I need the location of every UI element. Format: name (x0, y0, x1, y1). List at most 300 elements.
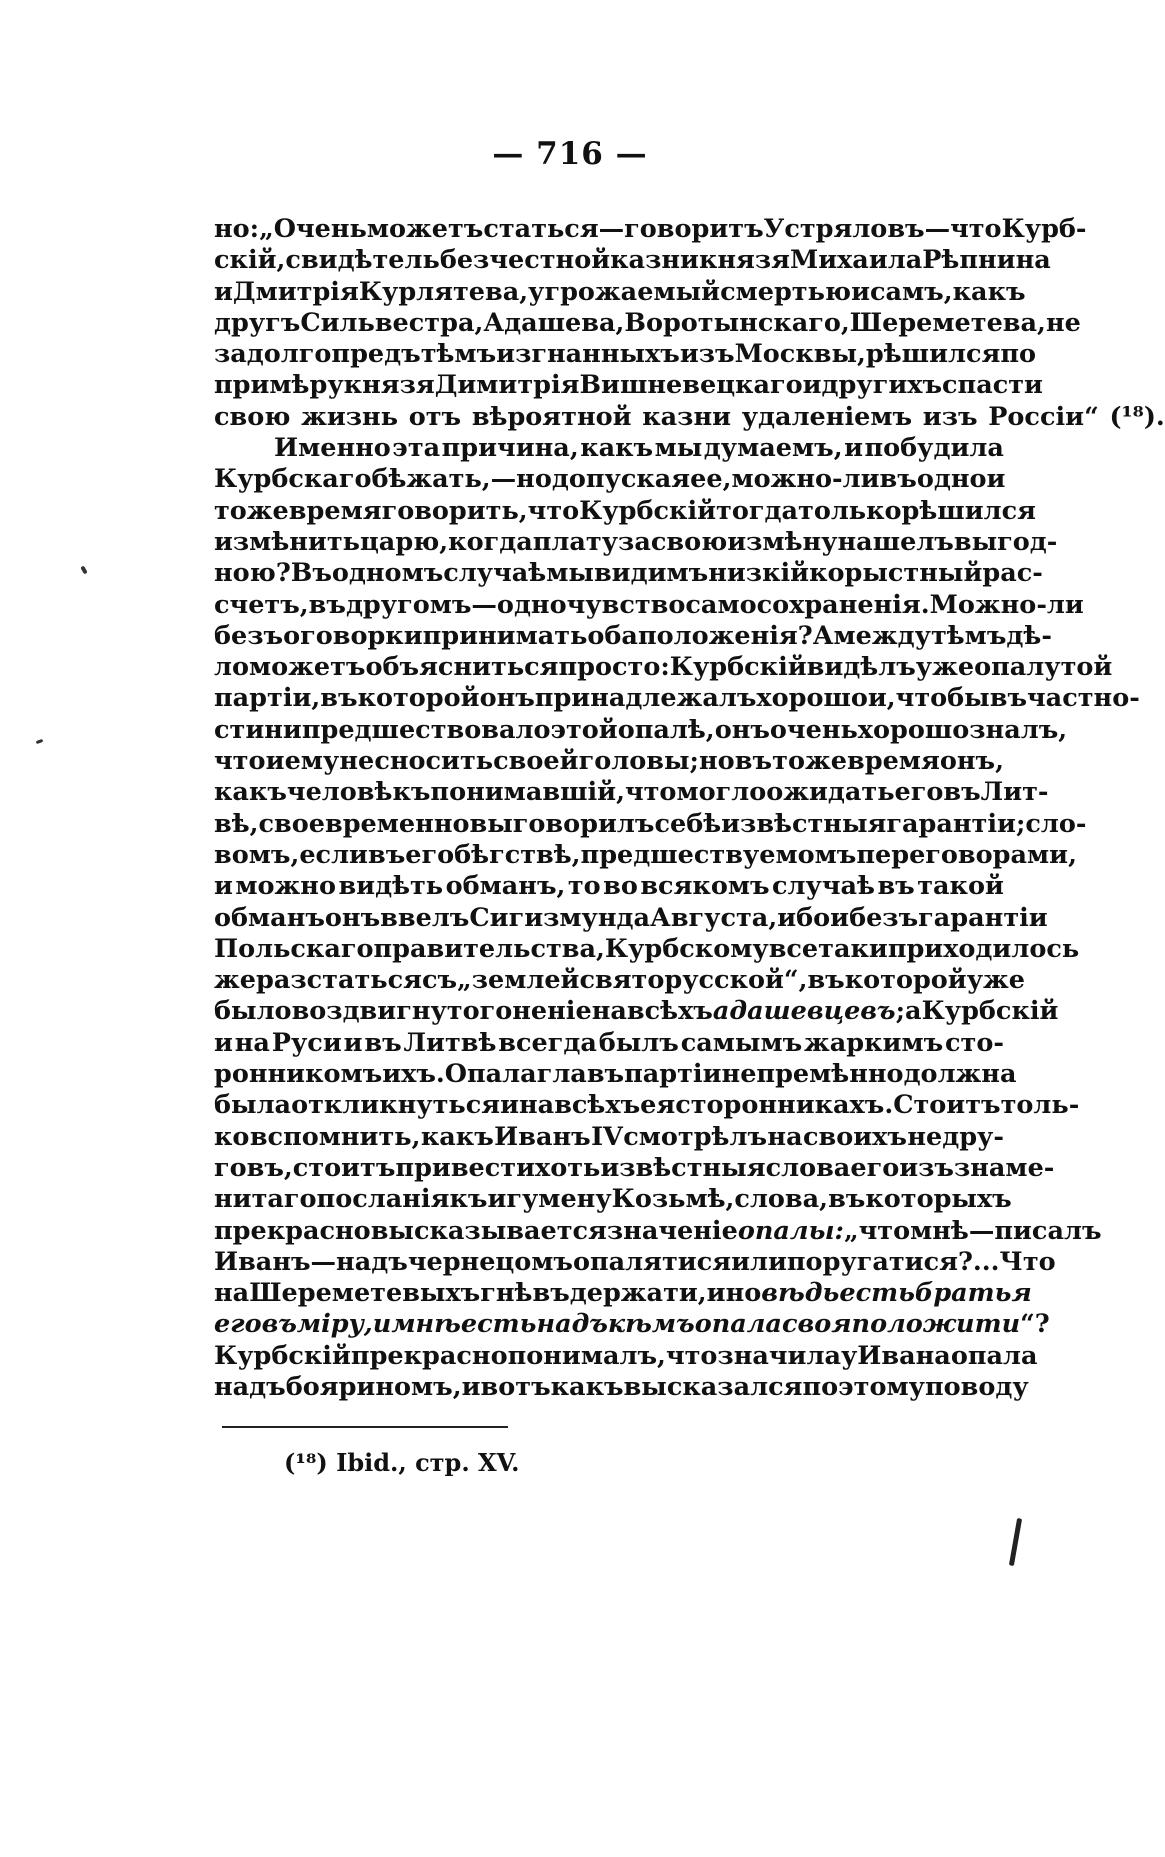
word: корыстный (809, 558, 983, 589)
word: что (895, 683, 948, 714)
text-line (214, 589, 1084, 621)
word: онъ, (939, 746, 1004, 777)
word: и (372, 1309, 392, 1340)
text-line (214, 933, 1080, 965)
word: Рѣпнина (922, 245, 1051, 276)
word: изъ (679, 339, 735, 370)
word: которыхъ (865, 1184, 1012, 1215)
word: на (214, 1278, 250, 1309)
word: говорить, (381, 495, 528, 526)
word: гоненіе (479, 996, 592, 1027)
word: тогда (716, 495, 799, 526)
word: или (731, 1246, 787, 1277)
word: что (624, 777, 677, 808)
word: одномъ (331, 558, 444, 589)
word: причина, (441, 433, 579, 464)
word: стоитъ (292, 1152, 396, 1183)
word: всѣхъ (626, 996, 713, 1027)
word: бояриномъ, (285, 1371, 462, 1402)
word: предъ (331, 339, 421, 370)
word: переговорами, (856, 839, 1077, 870)
word: Курлятева, (358, 276, 529, 307)
word: прекрасно (214, 1215, 371, 1246)
word: вотъ (480, 1371, 551, 1402)
word: видѣлъ (806, 652, 916, 683)
word: себѣ (654, 808, 722, 839)
word: статься—говоритъ (483, 214, 764, 244)
word: его (405, 839, 455, 870)
word: Михаила (789, 245, 923, 276)
word: Шереметевыхъ (249, 1278, 481, 1309)
word: въ (877, 871, 915, 902)
text-line (214, 1371, 1029, 1403)
word: самосохраненія. (685, 589, 930, 620)
text-line (214, 433, 1004, 464)
text-line (214, 401, 1165, 433)
word: въ (989, 683, 1028, 714)
word: предшествуемомъ (580, 839, 857, 870)
word: угрожаемый (528, 276, 721, 307)
word: и (343, 1027, 363, 1058)
word: отъ (408, 401, 462, 432)
word: не (1045, 307, 1081, 338)
word: чувство (566, 589, 686, 620)
word: „Очень (259, 214, 367, 244)
word: и (214, 276, 233, 307)
word: ино (706, 1278, 762, 1309)
word: Сильвестра, (300, 307, 484, 338)
word: въ (807, 965, 845, 996)
word: говъ, (214, 1152, 293, 1183)
word: былъ (598, 1027, 679, 1058)
word: можно (235, 871, 336, 902)
word: своевременно (258, 808, 470, 839)
word: въ (261, 1309, 297, 1340)
word: сло- (1025, 808, 1087, 839)
word: видимъ (593, 558, 709, 589)
text-line (214, 620, 1052, 652)
word: извѣстныя (721, 808, 887, 839)
word: Опала (444, 1059, 537, 1090)
word: въ (364, 1027, 402, 1058)
word: прекрасно (350, 1340, 508, 1371)
word: въ (879, 464, 917, 495)
footnote: (¹⁸) Ibid., стр. XV. (284, 1448, 520, 1477)
word: его (850, 1152, 900, 1183)
word: игумену (487, 1184, 612, 1215)
word: Козьмѣ, (611, 1184, 735, 1215)
text-line (214, 746, 1004, 777)
word: Курбскій (669, 652, 807, 683)
word: свою (214, 401, 291, 432)
word: братья (914, 1278, 1032, 1309)
word: вомъ, (214, 839, 300, 870)
word: Курб- (1001, 214, 1087, 244)
text-line (214, 1184, 1012, 1215)
word: Москвы, (734, 339, 866, 370)
word: опалятися (572, 1246, 732, 1277)
word: всегда (498, 1027, 597, 1058)
word: и, (867, 683, 896, 714)
word: своихъ (803, 1121, 907, 1152)
word: тоже (772, 746, 847, 777)
word: какъ (580, 433, 654, 464)
word: смертью (720, 276, 852, 307)
text-line (214, 652, 1113, 683)
word: другомъ—одно (345, 589, 567, 620)
text-line (214, 307, 1081, 339)
word: слова, (734, 1184, 829, 1215)
word: ввелъ (380, 902, 470, 933)
word: можетъ (366, 214, 484, 244)
word: Воротынскаго, (624, 307, 850, 338)
text-line (214, 777, 1049, 808)
word: что (665, 1340, 718, 1371)
word: Именно (274, 433, 391, 464)
text-line (214, 370, 1043, 401)
word: сторонникахъ. (675, 1090, 894, 1121)
text-line (214, 808, 1087, 840)
text-line (214, 558, 1043, 589)
word: удаленіемъ (741, 401, 913, 432)
word: А (812, 620, 834, 651)
word: съ (421, 965, 458, 996)
word: рѣшился (865, 339, 1001, 370)
word: плату (532, 526, 619, 557)
text-line (214, 1059, 1017, 1090)
word: у (840, 1340, 858, 1371)
word: самымъ (680, 1027, 803, 1058)
word: задолго (214, 339, 332, 370)
word: этой (550, 714, 618, 745)
word: Вишневецкаго (579, 370, 803, 401)
word: же (214, 965, 256, 996)
word: должна (903, 1059, 1017, 1090)
word: между (833, 620, 931, 651)
word: и (214, 871, 233, 902)
word: кѣмъ (607, 1309, 695, 1340)
word: привести (395, 1152, 536, 1183)
word: святорусской“, (579, 965, 808, 996)
word: не (339, 746, 375, 777)
word: только (798, 495, 902, 526)
word: Россіи“ (988, 401, 1099, 432)
pen-mark (1009, 1518, 1022, 1566)
word: положенія? (637, 620, 813, 651)
word: толь- (1000, 1090, 1080, 1121)
word: надъ (536, 1309, 608, 1340)
word: слова (765, 1152, 851, 1183)
word: чернецомъ (407, 1246, 573, 1277)
word: Адашева, (483, 307, 625, 338)
word: его (894, 777, 944, 808)
word: жизнь (301, 401, 399, 432)
word: сто- (945, 1027, 1004, 1058)
word: выговорилъ (469, 808, 655, 839)
word: этому (838, 1371, 925, 1402)
word: сти (214, 714, 265, 745)
word: изъ (899, 1152, 954, 1183)
word: понималъ, (507, 1340, 666, 1371)
word: что (527, 495, 580, 526)
word: во (603, 871, 638, 902)
word: Лит- (980, 777, 1049, 808)
word: измѣну (727, 526, 838, 557)
word: головы; (578, 746, 699, 777)
word: хорошо (857, 714, 970, 745)
text-line (214, 276, 1026, 308)
word: хоть (535, 1152, 601, 1183)
text-line (214, 245, 1051, 276)
text-line (214, 495, 1036, 527)
word: князя (698, 245, 790, 276)
word: спасти (942, 370, 1043, 401)
word: счетъ, (214, 589, 309, 620)
footnote-divider (222, 1426, 508, 1428)
word: случаѣ (772, 871, 875, 902)
word: зналъ, (969, 714, 1068, 745)
word: всетаки (768, 933, 888, 964)
word: Курбскому (604, 933, 769, 964)
word: эта (392, 433, 441, 464)
word: къ (449, 1184, 488, 1215)
text-line (214, 214, 1087, 245)
word: допуская (551, 464, 691, 495)
word: объясниться (365, 652, 559, 683)
word: высказывается (370, 1215, 607, 1246)
word: просто: (558, 652, 670, 683)
text-line (214, 1028, 1004, 1059)
word: онъ (324, 902, 381, 933)
word: изъ (922, 401, 978, 432)
word: всякомъ (640, 871, 770, 902)
word: „что (843, 1215, 911, 1246)
word: Литвѣ (403, 1027, 497, 1058)
word: есть (839, 1278, 915, 1309)
page-number: — 716 — (492, 136, 648, 172)
word: свидѣтель (285, 245, 440, 276)
word: Въ (290, 558, 332, 589)
word: Димитрія (434, 370, 580, 401)
ink-speck (80, 566, 87, 575)
text-line (214, 464, 1004, 495)
word: Дмитрія (232, 276, 359, 307)
text-line (214, 871, 1004, 902)
text-line (214, 965, 1026, 996)
word: Сигизмунда (469, 902, 651, 933)
word: скій, (214, 245, 286, 276)
word: и (500, 1090, 519, 1121)
word: какъ (420, 1121, 494, 1152)
text-line (214, 1090, 1080, 1121)
ink-speck (36, 739, 44, 744)
word: принимать (422, 620, 588, 651)
word: по (802, 1371, 839, 1402)
word: такой (917, 871, 1004, 902)
word: могло (676, 777, 767, 808)
word: которой (844, 965, 967, 996)
word: рас- (982, 558, 1043, 589)
word: обманъ (214, 902, 325, 933)
word: значила (717, 1340, 841, 1371)
word: уже (915, 652, 975, 683)
word: безчестной (439, 245, 611, 276)
word: воздвигнуто (291, 996, 480, 1027)
word: Стоитъ (893, 1090, 1001, 1121)
word: опала (694, 1309, 782, 1340)
word: Курбскій (579, 495, 717, 526)
word: опалы: (737, 1215, 844, 1246)
word: а (905, 996, 922, 1027)
word: гарантіи; (886, 808, 1026, 839)
body-text (214, 214, 1165, 1403)
word: мы (546, 558, 594, 589)
word: на (519, 1090, 555, 1121)
word: ему (284, 746, 340, 777)
word: ее, (690, 464, 732, 495)
word: и (851, 276, 870, 307)
word: въ (367, 839, 406, 870)
word: бы (947, 683, 990, 714)
word: обманъ, (445, 871, 566, 902)
word: Ивана (857, 1340, 951, 1371)
word: недру- (907, 1121, 1004, 1152)
word: и (461, 1371, 481, 1402)
word: значеніе (606, 1215, 738, 1246)
word: вѣ, (214, 808, 259, 839)
word: и (844, 433, 864, 464)
word: ло (214, 652, 249, 683)
word: и (802, 370, 822, 401)
word: IV (591, 1121, 623, 1152)
word: гнѣвъ (480, 1278, 570, 1309)
word: время (847, 746, 940, 777)
word: уже (966, 965, 1026, 996)
word: случаѣ (443, 558, 547, 589)
word: и (214, 1027, 233, 1058)
word: было (214, 996, 292, 1027)
word: безъ (214, 620, 284, 651)
word: но: (214, 214, 260, 244)
text-line (214, 1246, 1056, 1278)
text-line (214, 1340, 1038, 1372)
word: опалу (974, 652, 1061, 683)
word: дѣ- (1006, 620, 1052, 651)
word: жаркимъ (804, 1027, 944, 1058)
word: человѣкъ (286, 777, 431, 808)
word: другихъ (821, 370, 942, 401)
word: Руси (271, 1027, 342, 1058)
word: вѣроятной (471, 401, 632, 432)
text-line (214, 1122, 1004, 1153)
word: держати, (569, 1278, 707, 1309)
word: разстаться (255, 965, 422, 996)
word: ея (640, 1090, 676, 1121)
word: ко (214, 1121, 250, 1152)
word: сносить (374, 746, 494, 777)
word: его (214, 1309, 262, 1340)
word: „землей (457, 965, 580, 996)
word: можно-ли (731, 464, 880, 495)
text-line (214, 996, 1059, 1027)
word: въ (828, 1184, 866, 1215)
word: Что (999, 1246, 1056, 1277)
word: вѣдь (761, 1278, 840, 1309)
text-line (214, 683, 1140, 714)
word: когда (448, 526, 533, 557)
word: вспомнить, (249, 1121, 421, 1152)
word: нашелъ (837, 526, 954, 557)
word: ожидать (766, 777, 895, 808)
word: своя (781, 1309, 852, 1340)
word: на (767, 1121, 803, 1152)
word: всѣхъ (554, 1090, 641, 1121)
word: которой (357, 683, 480, 714)
word: правительства, (373, 933, 605, 964)
word: можетъ (249, 652, 366, 683)
word: на (234, 1027, 270, 1058)
word: Шереметева, (849, 307, 1046, 338)
word: Курбскій (921, 996, 1059, 1027)
word: посланія (316, 1184, 450, 1215)
text-line (214, 1278, 1032, 1309)
word: ихъ. (382, 1059, 445, 1090)
word: видѣть (338, 871, 444, 902)
word: за (618, 526, 651, 557)
word: откликнуться (291, 1090, 501, 1121)
word: Иванъ—надъ (214, 1246, 408, 1277)
word: мнѣ (391, 1309, 461, 1340)
word: то (567, 871, 601, 902)
text-line (214, 714, 1068, 746)
text-line (214, 1152, 1055, 1184)
word: измѣнить (214, 526, 360, 557)
word: царю, (359, 526, 449, 557)
word: думаемъ, (703, 433, 843, 464)
word: ною? (214, 558, 291, 589)
word: положити“? (851, 1309, 1050, 1340)
word: опалѣ, (617, 714, 715, 745)
word: оговорки (283, 620, 423, 651)
word: предшествовало (301, 714, 551, 745)
word: партіи, (214, 683, 321, 714)
word: той (1060, 652, 1113, 683)
word: тоже (214, 495, 289, 526)
word: и (830, 902, 850, 933)
word: тѣмъ (420, 339, 497, 370)
word: Польскаго (214, 933, 374, 964)
word: понимавшій, (430, 777, 625, 808)
text-line (214, 1215, 1102, 1247)
word: онъ (714, 714, 770, 745)
text-line (214, 839, 1077, 871)
word: Иванъ (494, 1121, 591, 1152)
word: поводу (924, 1371, 1029, 1402)
word: главъ (536, 1059, 625, 1090)
word: если (299, 839, 368, 870)
word: по (1000, 339, 1037, 370)
word: въ (734, 746, 773, 777)
text-line (214, 902, 1048, 934)
word: какъ (214, 777, 287, 808)
word: опала (950, 1340, 1038, 1371)
word: самъ, (869, 276, 953, 307)
word: бѣжать,—но (371, 464, 552, 495)
word: ибо (777, 902, 831, 933)
word: очень (769, 714, 858, 745)
word: какъ (550, 1371, 624, 1402)
word: надъ (214, 1371, 286, 1402)
